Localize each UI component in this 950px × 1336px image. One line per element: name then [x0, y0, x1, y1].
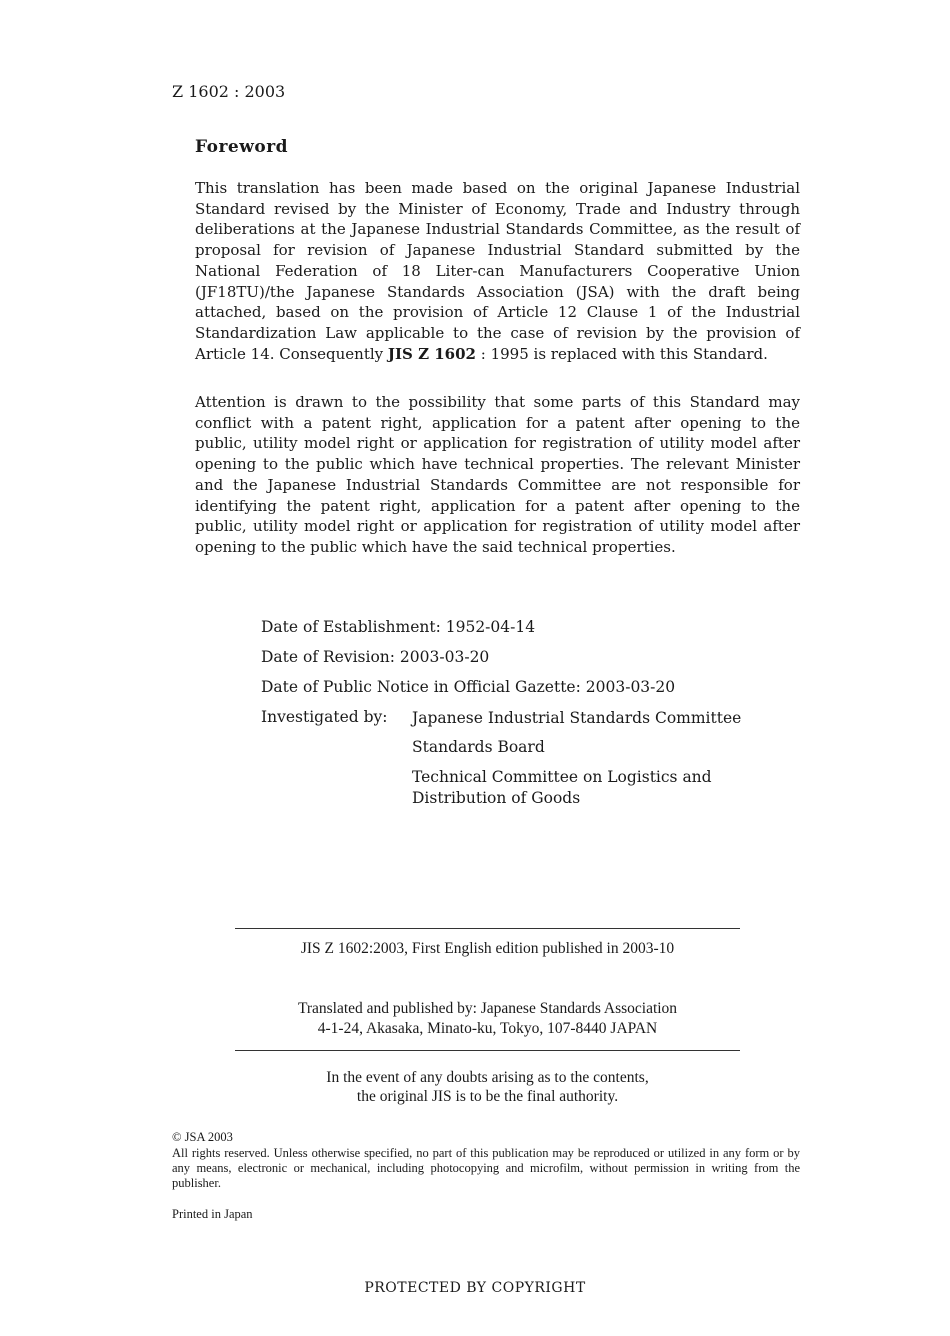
divider — [235, 928, 740, 929]
date-revision: Date of Revision: 2003-03-20 — [261, 648, 490, 666]
document-id: Z 1602 : 2003 — [172, 82, 286, 101]
authority-line: the original JIS is to be the final authority. — [356, 1088, 619, 1105]
foreword-paragraph-1 — [195, 178, 800, 364]
publisher-line: Translated and published by: Japanese Standards Association — [297, 1000, 678, 1017]
authority-note — [235, 1068, 740, 1106]
section-heading: Foreword — [195, 137, 289, 157]
para1-text-a: This translation has been made based on the original Japanese Industrial Standard revised by the Minister of Economy, Trade and Industry through deliberations at the Japanese Industrial Standards Committee, as the result of proposal for revision of Japanese Industrial Standard submitted by the National Federation of 18 Liter-can Manufacturers Cooperative Union (JF18TU)/the Japanese Standards Association (JSA) with the draft being attached, based on the provision of Article 12 Clause 1 of the Industrial Standardization Law applicable to the case of revision by the provision of Article 14. Consequently — [195, 179, 800, 363]
publisher-address: 4-1-24, Akasaka, Minato-ku, Tokyo, 107-8440 JAPAN — [317, 1020, 658, 1037]
copyright-notice: © JSA 2003 — [172, 1130, 233, 1144]
para1-bold-standard: JIS Z 1602 — [387, 344, 476, 363]
investigated-label: Investigated by: — [261, 708, 388, 726]
copyright-footer: PROTECTED BY COPYRIGHT — [364, 1280, 586, 1296]
foreword-paragraph-2: Attention is drawn to the possibility that some parts of this Standard may conflict with a patent right, application for a patent after opening to the public, utility model right or application for registration of utility model after opening to the public which have technical properties. The relevant Minister and the Japanese Industrial Standards Committee are not responsible for identifying the patent right, application for a patent after opening to the public, utility model right or application for registration of utility model after opening to the public which have the said technical properties. — [195, 393, 800, 556]
date-public-notice: Date of Public Notice in Official Gazette: 2003-03-20 — [261, 678, 676, 696]
investigated-item: Technical Committee on Logistics and Distribution of Goods — [412, 768, 712, 807]
publisher-block — [235, 999, 740, 1039]
printed-in: Printed in Japan — [172, 1207, 253, 1221]
para1-text-b: : 1995 is replaced with this Standard. — [476, 344, 768, 363]
authority-line: In the event of any doubts arising as to the contents, — [326, 1069, 649, 1086]
rights-statement: All rights reserved. Unless otherwise specified, no part of this publication may be reproduced or utilized in any form or by any means, electronic or mechanical, including photocopying and microfilm, without permission in writing from the publisher. — [172, 1146, 800, 1190]
investigated-item: Japanese Industrial Standards Committee — [412, 709, 742, 727]
divider — [235, 1050, 740, 1051]
investigated-item: Standards Board — [412, 738, 545, 756]
date-establishment: Date of Establishment: 1952-04-14 — [261, 618, 536, 636]
edition-line: JIS Z 1602:2003, First English edition published in 2003-10 — [300, 940, 675, 957]
